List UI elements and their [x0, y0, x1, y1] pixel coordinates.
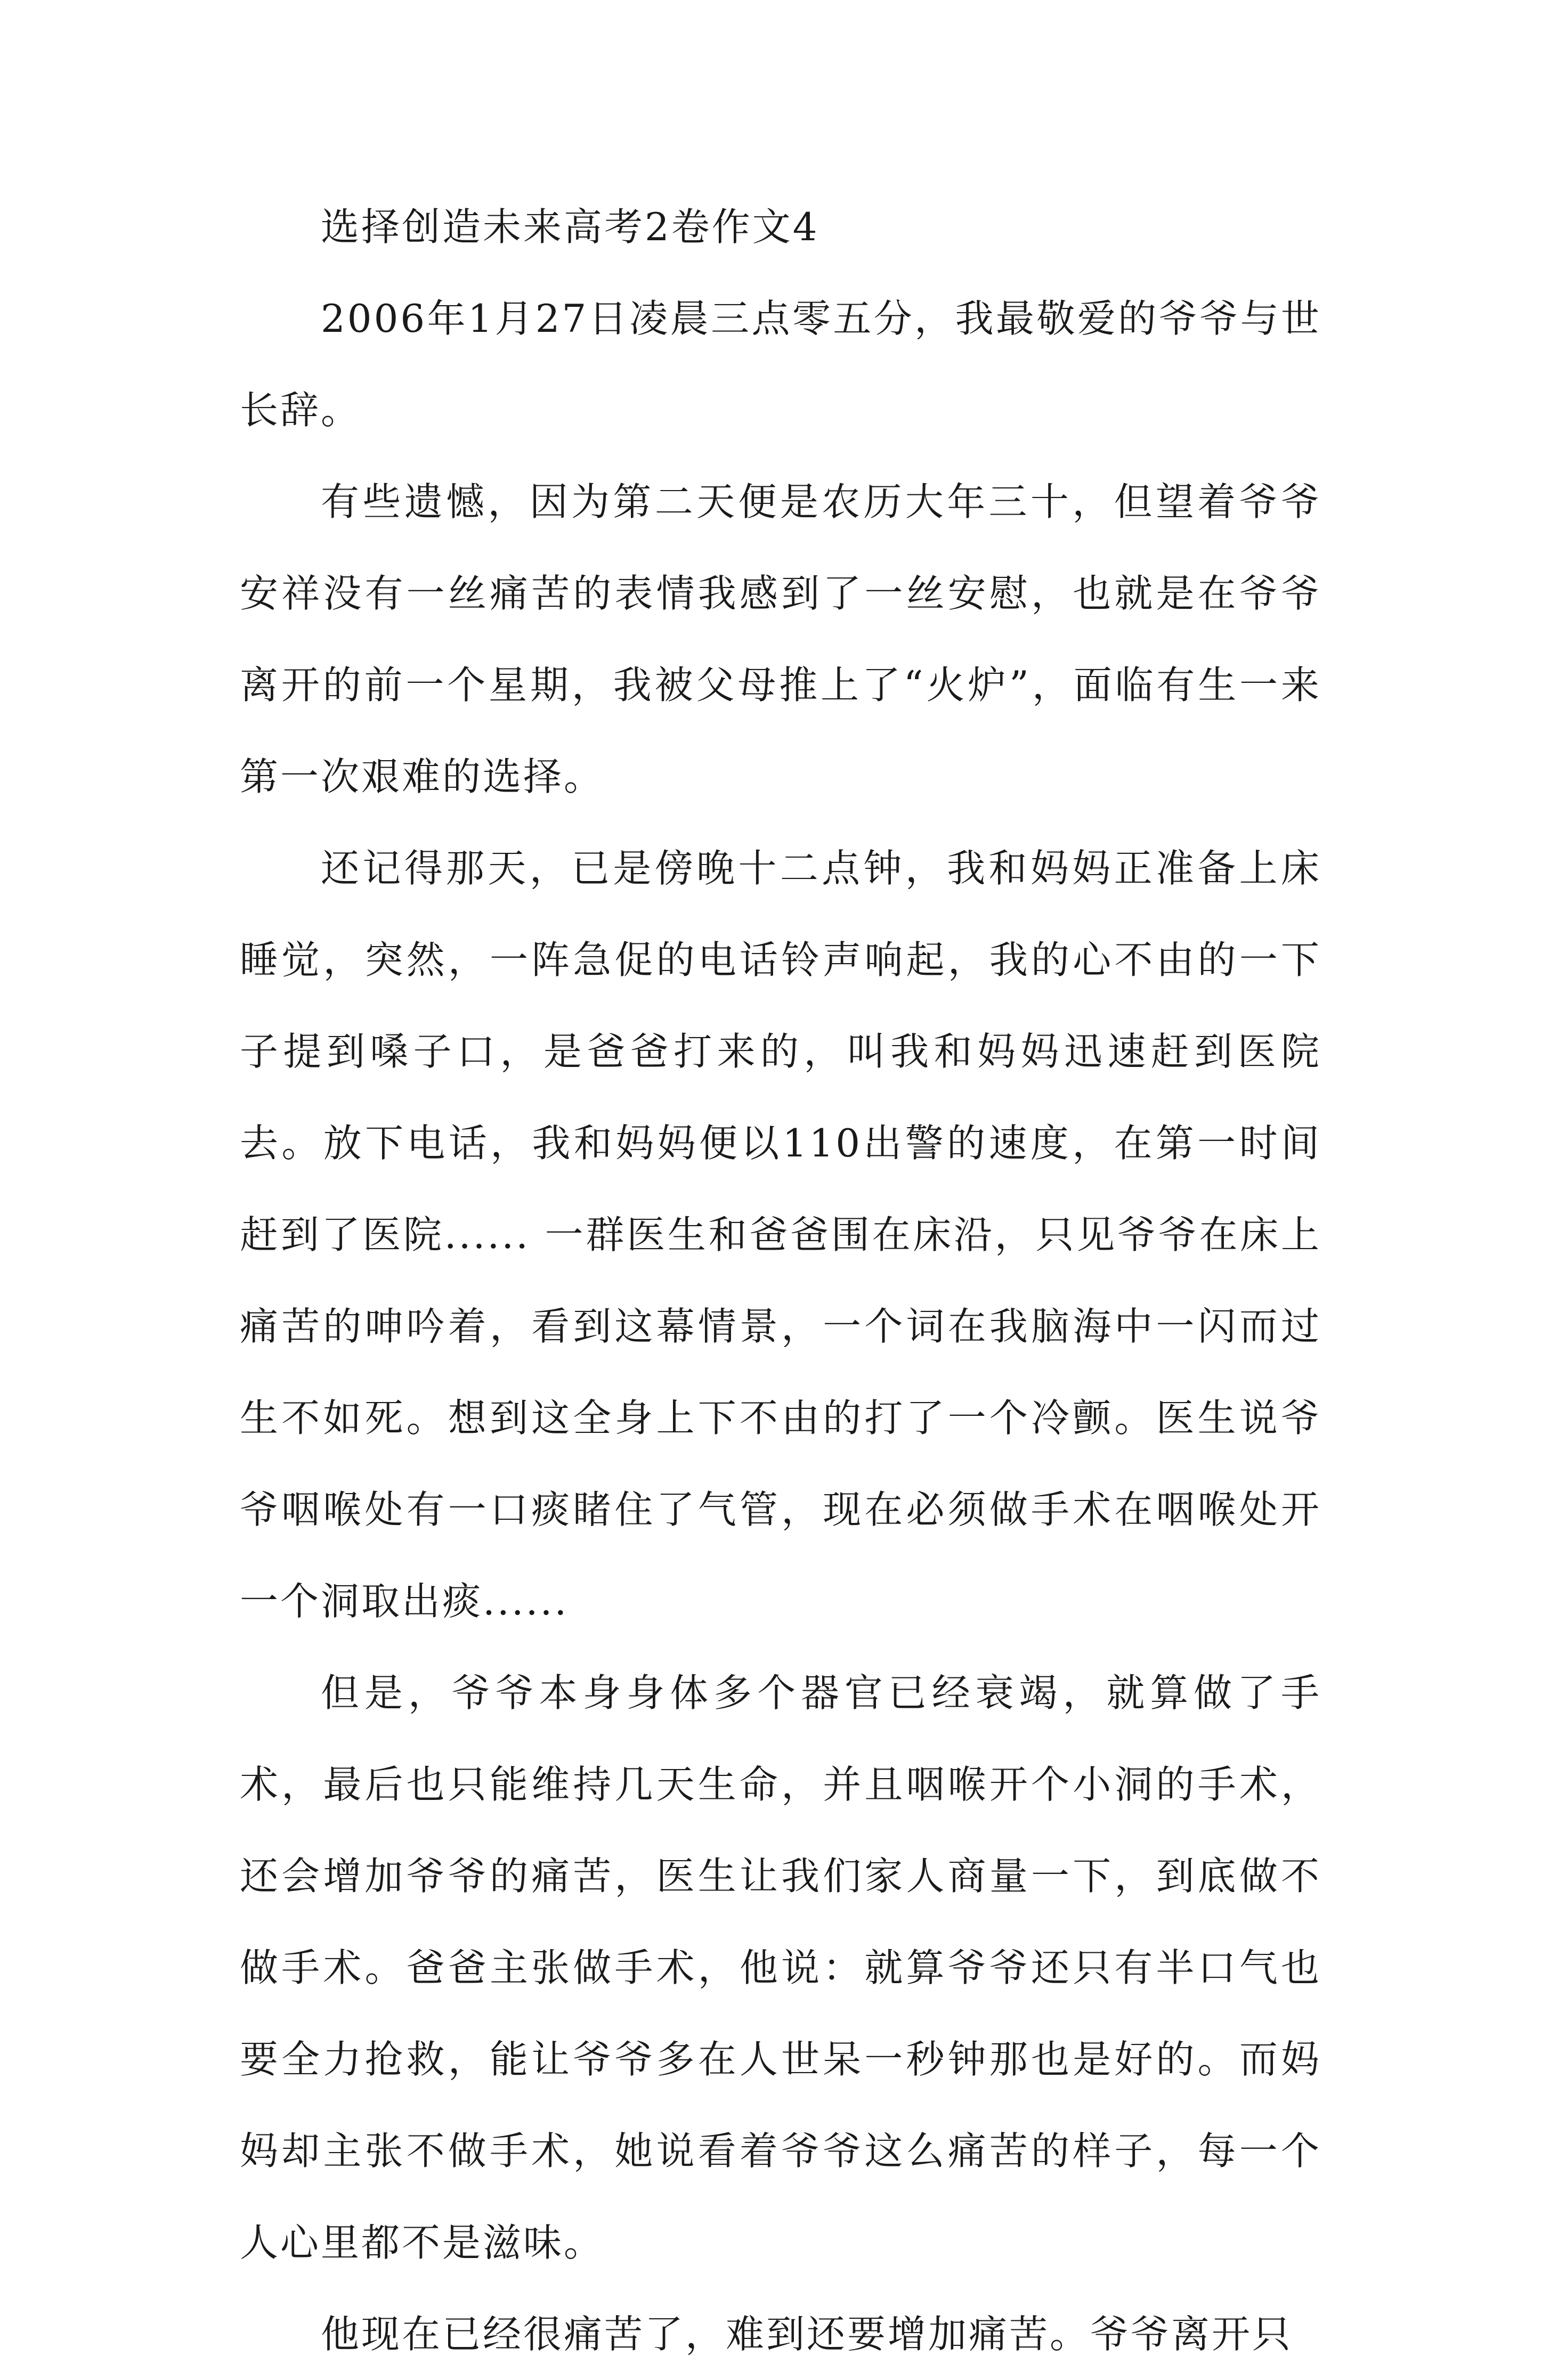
paragraph-1: 2006年1月27日凌晨三点零五分，我最敬爱的爷爷与世长辞。 — [240, 296, 1321, 433]
paragraph-4: 但是，爷爷本身身体多个器官已经衰竭，就算做了手术，最后也只能维持几天生命，并且咽喉开个小洞的手术，还会增加爷爷的痛苦，医生让我们家人商量一下，到底做不做手术。爸爸主张做手术，他说：就算爷爷还只有半口气也要全力抢救，能让爷爷多在人世呆一秒钟那也是好的。而妈妈却主张不做手术，她说看着爷爷这么痛苦的样子，每一个人心里都不是滋味。 — [240, 1670, 1321, 2265]
paragraph-3: 还记得那天，已是傍晚十二点钟，我和妈妈正准备上床睡觉，突然，一阵急促的电话铃声响起，我的心不由的一下子提到嗓子口，是爸爸打来的，叫我和妈妈迅速赶到医院去。放下电话，我和妈妈便以110出警的速度，在第一时间赶到了医院...... 一群医生和爸爸围在床沿，只见爷爷在床上痛苦的呻吟着，看到这幕情景，一个词在我脑海中一闪而过生不如死。想到这全身上下不由的打了一个冷颤。医生说爷爷咽喉处有一口痰睹住了气管，现在必须做手术在咽喉处开一个洞取出痰...... — [240, 846, 1321, 1624]
paragraph-5: 他现在已经很痛苦了，难到还要增加痛苦。爷爷离开只 — [321, 2312, 1293, 2357]
paragraph-2: 有些遗憾，因为第二天便是农历大年三十，但望着爷爷安祥没有一丝痛苦的表情我感到了一丝安慰，也就是在爷爷离开的前一个星期，我被父母推上了“火炉”，面临有生一来第一次艰难的选择。 — [240, 479, 1321, 799]
document-title: 选择创造未来高考2卷作文4 — [321, 205, 819, 249]
document-body — [240, 181, 1321, 2380]
